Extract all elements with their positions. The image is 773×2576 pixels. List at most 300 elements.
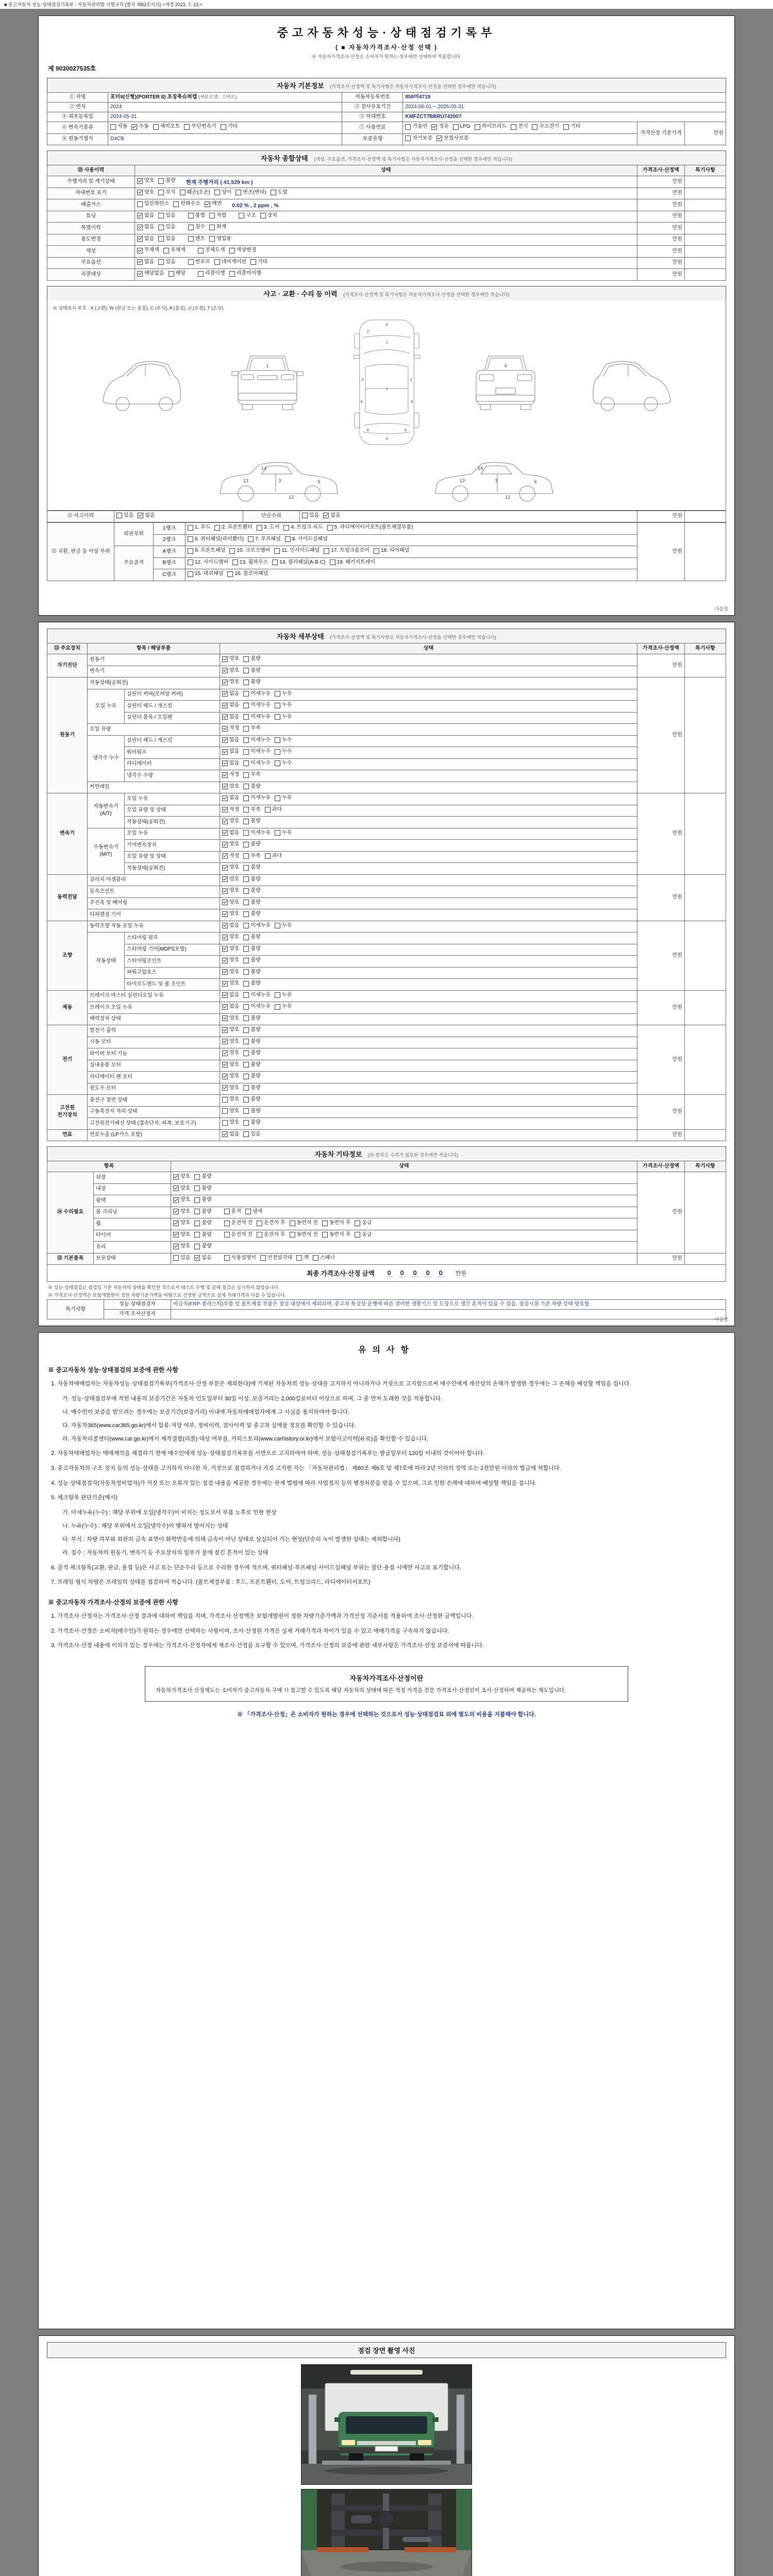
checkbox-box[interactable] <box>222 853 228 859</box>
checkbox-box[interactable] <box>243 1015 249 1021</box>
checkbox-box[interactable] <box>236 190 241 195</box>
checkbox-box[interactable] <box>173 201 179 207</box>
checkbox-option[interactable] <box>260 212 277 219</box>
checkbox-box[interactable] <box>194 1232 200 1238</box>
checkbox-box[interactable] <box>180 190 186 195</box>
checkbox-box[interactable] <box>222 691 228 697</box>
checkbox-box[interactable] <box>137 178 143 184</box>
checkbox-box[interactable] <box>243 737 249 743</box>
checkbox-box[interactable] <box>198 248 204 253</box>
checkbox-box[interactable] <box>224 1255 230 1261</box>
checkbox-option[interactable] <box>131 123 148 130</box>
checkbox-option[interactable] <box>431 123 448 130</box>
checkbox-option[interactable] <box>245 1208 262 1215</box>
checkbox-box[interactable] <box>222 703 228 708</box>
checkbox-option[interactable] <box>163 247 186 254</box>
checkbox-option[interactable] <box>222 655 239 663</box>
checkbox-option[interactable] <box>222 1131 239 1138</box>
checkbox-box[interactable] <box>209 213 215 218</box>
checkbox-option[interactable] <box>137 259 154 266</box>
checkbox-box[interactable] <box>138 513 143 518</box>
checkbox-box[interactable] <box>194 1221 200 1226</box>
checkbox-option[interactable] <box>222 957 239 964</box>
checkbox-option[interactable] <box>222 667 239 674</box>
checkbox-box[interactable] <box>243 935 249 940</box>
checkbox-option[interactable] <box>222 702 239 709</box>
checkbox-option[interactable] <box>209 224 226 231</box>
checkbox-box[interactable] <box>274 548 280 554</box>
checkbox-box[interactable] <box>194 1197 200 1203</box>
checkbox-box[interactable] <box>229 548 235 554</box>
checkbox-box[interactable] <box>188 560 193 565</box>
checkbox-option[interactable] <box>405 135 432 142</box>
checkbox-option[interactable] <box>224 1231 253 1239</box>
checkbox-box[interactable] <box>222 923 228 928</box>
checkbox-box[interactable] <box>222 842 228 848</box>
checkbox-box[interactable] <box>511 124 516 130</box>
checkbox-option[interactable] <box>274 547 320 554</box>
checkbox-option[interactable] <box>194 1185 211 1192</box>
checkbox-option[interactable] <box>243 1015 260 1022</box>
checkbox-option[interactable] <box>243 1131 260 1138</box>
checkbox-box[interactable] <box>222 1039 228 1044</box>
checkbox-option[interactable] <box>173 1208 190 1215</box>
checkbox-option[interactable] <box>194 1255 211 1262</box>
checkbox-option[interactable] <box>243 1038 260 1045</box>
checkbox-box[interactable] <box>137 259 143 265</box>
checkbox-option[interactable] <box>188 212 205 219</box>
checkbox-box[interactable] <box>475 124 480 130</box>
checkbox-box[interactable] <box>224 1209 230 1214</box>
checkbox-box[interactable] <box>158 190 164 195</box>
checkbox-option[interactable] <box>243 1119 260 1126</box>
checkbox-option[interactable] <box>188 224 205 231</box>
checkbox-box[interactable] <box>243 714 249 720</box>
checkbox-box[interactable] <box>532 124 537 130</box>
checkbox-box[interactable] <box>260 1255 266 1261</box>
checkbox-box[interactable] <box>222 911 228 917</box>
checkbox-box[interactable] <box>194 1185 200 1191</box>
checkbox-box[interactable] <box>214 259 220 265</box>
checkbox-option[interactable] <box>209 212 226 219</box>
checkbox-option[interactable] <box>243 714 271 721</box>
checkbox-box[interactable] <box>173 1185 179 1191</box>
checkbox-box[interactable] <box>222 900 228 905</box>
checkbox-box[interactable] <box>436 135 442 141</box>
checkbox-box[interactable] <box>222 1062 228 1067</box>
checkbox-option[interactable] <box>243 806 260 814</box>
checkbox-box[interactable] <box>275 923 280 928</box>
checkbox-option[interactable] <box>243 737 271 744</box>
checkbox-option[interactable] <box>243 887 260 894</box>
checkbox-box[interactable] <box>243 981 249 987</box>
checkbox-box[interactable] <box>243 842 249 848</box>
checkbox-option[interactable] <box>275 714 292 721</box>
checkbox-box[interactable] <box>137 236 143 242</box>
checkbox-option[interactable] <box>222 806 239 814</box>
checkbox-option[interactable] <box>265 806 282 814</box>
checkbox-option[interactable] <box>511 123 528 130</box>
checkbox-option[interactable] <box>405 123 427 130</box>
checkbox-option[interactable] <box>214 259 246 266</box>
checkbox-box[interactable] <box>222 807 228 812</box>
checkbox-option[interactable] <box>271 189 288 196</box>
checkbox-option[interactable] <box>222 690 239 698</box>
checkbox-box[interactable] <box>453 124 459 130</box>
checkbox-box[interactable] <box>188 213 194 218</box>
checkbox-box[interactable] <box>214 190 220 195</box>
checkbox-option[interactable] <box>194 1243 211 1250</box>
checkbox-box[interactable] <box>272 560 278 565</box>
checkbox-box[interactable] <box>222 726 228 732</box>
checkbox-option[interactable] <box>158 189 175 196</box>
checkbox-box[interactable] <box>173 1221 179 1226</box>
checkbox-option[interactable] <box>188 559 228 566</box>
checkbox-option[interactable] <box>232 559 268 566</box>
checkbox-box[interactable] <box>137 201 143 207</box>
checkbox-option[interactable] <box>243 957 260 964</box>
checkbox-option[interactable] <box>327 524 413 531</box>
checkbox-option[interactable] <box>158 212 175 219</box>
checkbox-option[interactable] <box>243 1073 260 1080</box>
checkbox-option[interactable] <box>243 876 260 883</box>
checkbox-box[interactable] <box>222 865 228 871</box>
checkbox-option[interactable] <box>265 853 282 860</box>
checkbox-box[interactable] <box>222 714 228 720</box>
checkbox-box[interactable] <box>222 749 228 755</box>
checkbox-box[interactable] <box>188 536 193 542</box>
checkbox-box[interactable] <box>243 1085 249 1091</box>
checkbox-box[interactable] <box>229 248 235 253</box>
checkbox-box[interactable] <box>275 795 280 801</box>
checkbox-option[interactable] <box>243 1026 260 1033</box>
checkbox-box[interactable] <box>275 749 280 755</box>
checkbox-box[interactable] <box>158 236 164 242</box>
checkbox-option[interactable] <box>137 247 159 254</box>
checkbox-option[interactable] <box>475 123 507 130</box>
checkbox-option[interactable] <box>188 235 205 243</box>
checkbox-option[interactable] <box>184 123 216 130</box>
checkbox-box[interactable] <box>198 271 204 277</box>
checkbox-box[interactable] <box>243 656 249 662</box>
checkbox-box[interactable] <box>222 737 228 743</box>
checkbox-option[interactable] <box>243 818 260 825</box>
checkbox-box[interactable] <box>222 680 228 685</box>
checkbox-option[interactable] <box>194 1231 211 1239</box>
checkbox-box[interactable] <box>153 124 159 130</box>
checkbox-box[interactable] <box>243 946 249 952</box>
checkbox-box[interactable] <box>243 1074 249 1079</box>
checkbox-option[interactable] <box>257 1231 285 1239</box>
checkbox-box[interactable] <box>283 525 289 531</box>
checkbox-box[interactable] <box>222 1120 228 1126</box>
checkbox-option[interactable] <box>222 841 239 848</box>
checkbox-option[interactable] <box>257 524 279 531</box>
checkbox-option[interactable] <box>239 212 256 219</box>
checkbox-box[interactable] <box>227 571 233 577</box>
checkbox-option[interactable] <box>188 524 210 531</box>
checkbox-option[interactable] <box>158 177 175 184</box>
checkbox-option[interactable] <box>248 536 281 543</box>
checkbox-option[interactable] <box>323 512 340 519</box>
checkbox-option[interactable] <box>302 512 319 519</box>
checkbox-option[interactable] <box>138 512 155 519</box>
checkbox-option[interactable] <box>137 189 154 196</box>
checkbox-option[interactable] <box>222 1038 239 1045</box>
checkbox-option[interactable] <box>243 1108 260 1115</box>
checkbox-box[interactable] <box>222 1027 228 1033</box>
checkbox-option[interactable] <box>243 1003 271 1010</box>
checkbox-option[interactable] <box>205 200 222 208</box>
checkbox-option[interactable] <box>222 876 239 883</box>
checkbox-box[interactable] <box>222 1050 228 1056</box>
checkbox-option[interactable] <box>243 922 271 929</box>
checkbox-option[interactable] <box>222 748 239 755</box>
checkbox-box[interactable] <box>222 784 228 789</box>
checkbox-box[interactable] <box>163 248 169 253</box>
checkbox-box[interactable] <box>275 691 280 697</box>
checkbox-option[interactable] <box>222 725 239 732</box>
checkbox-option[interactable] <box>173 1219 190 1227</box>
checkbox-option[interactable] <box>243 980 260 987</box>
checkbox-box[interactable] <box>265 853 271 859</box>
checkbox-box[interactable] <box>275 714 280 720</box>
checkbox-option[interactable] <box>236 189 266 196</box>
checkbox-box[interactable] <box>137 190 143 195</box>
checkbox-option[interactable] <box>275 992 292 999</box>
checkbox-box[interactable] <box>243 749 249 755</box>
checkbox-box[interactable] <box>243 911 249 917</box>
checkbox-box[interactable] <box>243 1050 249 1056</box>
checkbox-option[interactable] <box>180 189 210 196</box>
checkbox-box[interactable] <box>243 900 249 905</box>
checkbox-option[interactable] <box>209 235 231 243</box>
checkbox-box[interactable] <box>290 1221 295 1226</box>
checkbox-option[interactable] <box>283 524 323 531</box>
checkbox-option[interactable] <box>222 1003 239 1010</box>
checkbox-box[interactable] <box>260 213 266 218</box>
checkbox-box[interactable] <box>290 1232 295 1238</box>
checkbox-box[interactable] <box>327 525 333 531</box>
checkbox-option[interactable] <box>173 1196 190 1204</box>
checkbox-option[interactable] <box>194 1173 211 1180</box>
checkbox-box[interactable] <box>243 1120 249 1126</box>
checkbox-option[interactable] <box>290 1219 318 1227</box>
checkbox-option[interactable] <box>563 123 580 130</box>
checkbox-box[interactable] <box>214 525 220 531</box>
checkbox-option[interactable] <box>243 783 260 790</box>
checkbox-option[interactable] <box>173 1243 190 1250</box>
checkbox-option[interactable] <box>221 123 238 130</box>
checkbox-box[interactable] <box>243 703 249 708</box>
checkbox-option[interactable] <box>137 177 154 184</box>
checkbox-option[interactable] <box>194 1196 211 1204</box>
checkbox-option[interactable] <box>222 887 239 894</box>
checkbox-box[interactable] <box>188 548 193 554</box>
checkbox-box[interactable] <box>194 1244 200 1249</box>
checkbox-box[interactable] <box>194 1255 200 1261</box>
checkbox-box[interactable] <box>137 248 143 253</box>
checkbox-box[interactable] <box>222 760 228 766</box>
checkbox-box[interactable] <box>243 830 249 836</box>
checkbox-option[interactable] <box>275 737 292 744</box>
checkbox-box[interactable] <box>313 1255 318 1261</box>
checkbox-box[interactable] <box>563 124 569 130</box>
checkbox-box[interactable] <box>243 1027 249 1033</box>
checkbox-option[interactable] <box>222 922 239 929</box>
checkbox-option[interactable] <box>188 570 223 578</box>
checkbox-option[interactable] <box>222 1119 239 1126</box>
checkbox-box[interactable] <box>243 1004 249 1010</box>
checkbox-option[interactable] <box>158 259 175 266</box>
checkbox-option[interactable] <box>243 1049 260 1057</box>
checkbox-box[interactable] <box>137 271 143 277</box>
checkbox-box[interactable] <box>188 525 193 531</box>
checkbox-box[interactable] <box>224 1232 230 1238</box>
checkbox-box[interactable] <box>222 1108 228 1114</box>
checkbox-option[interactable] <box>322 1231 350 1239</box>
checkbox-option[interactable] <box>229 247 257 254</box>
checkbox-box[interactable] <box>243 1062 249 1067</box>
checkbox-option[interactable] <box>222 679 239 686</box>
checkbox-option[interactable] <box>222 980 239 987</box>
checkbox-box[interactable] <box>173 1174 179 1180</box>
checkbox-box[interactable] <box>188 236 194 242</box>
checkbox-option[interactable] <box>436 135 468 142</box>
checkbox-box[interactable] <box>222 1085 228 1091</box>
checkbox-option[interactable] <box>222 1049 239 1057</box>
checkbox-option[interactable] <box>275 794 292 802</box>
checkbox-option[interactable] <box>243 702 271 709</box>
checkbox-option[interactable] <box>243 910 260 918</box>
checkbox-box[interactable] <box>222 1097 228 1103</box>
checkbox-option[interactable] <box>243 748 271 755</box>
checkbox-option[interactable] <box>243 760 271 767</box>
checkbox-option[interactable] <box>322 1219 350 1227</box>
checkbox-option[interactable] <box>250 259 267 266</box>
checkbox-box[interactable] <box>158 213 164 218</box>
checkbox-option[interactable] <box>243 829 271 837</box>
checkbox-option[interactable] <box>222 794 239 802</box>
checkbox-box[interactable] <box>222 1074 228 1079</box>
checkbox-option[interactable] <box>137 212 154 219</box>
checkbox-option[interactable] <box>243 945 260 953</box>
checkbox-option[interactable] <box>222 829 239 837</box>
checkbox-option[interactable] <box>243 992 271 999</box>
checkbox-option[interactable] <box>532 123 559 130</box>
checkbox-option[interactable] <box>222 853 239 860</box>
checkbox-option[interactable] <box>222 737 239 744</box>
checkbox-box[interactable] <box>248 536 254 542</box>
checkbox-box[interactable] <box>188 571 193 577</box>
checkbox-box[interactable] <box>131 124 137 130</box>
checkbox-box[interactable] <box>405 124 411 130</box>
checkbox-box[interactable] <box>243 1039 249 1044</box>
checkbox-box[interactable] <box>243 992 249 998</box>
checkbox-option[interactable] <box>222 1015 239 1022</box>
checkbox-box[interactable] <box>243 668 249 673</box>
checkbox-box[interactable] <box>243 853 249 859</box>
checkbox-option[interactable] <box>243 679 260 686</box>
checkbox-option[interactable] <box>243 1061 260 1069</box>
checkbox-option[interactable] <box>275 760 292 767</box>
checkbox-box[interactable] <box>222 1131 228 1137</box>
checkbox-box[interactable] <box>243 923 249 928</box>
checkbox-option[interactable] <box>243 667 260 674</box>
checkbox-box[interactable] <box>275 1004 280 1010</box>
checkbox-box[interactable] <box>222 1015 228 1021</box>
checkbox-box[interactable] <box>222 981 228 987</box>
checkbox-option[interactable] <box>188 547 225 554</box>
checkbox-box[interactable] <box>323 513 329 518</box>
checkbox-option[interactable] <box>222 1084 239 1092</box>
checkbox-box[interactable] <box>257 1221 262 1226</box>
checkbox-box[interactable] <box>275 737 280 743</box>
checkbox-option[interactable] <box>173 200 200 208</box>
checkbox-box[interactable] <box>110 124 116 130</box>
checkbox-box[interactable] <box>243 1108 249 1114</box>
checkbox-box[interactable] <box>221 124 226 130</box>
checkbox-box[interactable] <box>224 1221 230 1226</box>
checkbox-option[interactable] <box>313 1255 335 1262</box>
checkbox-option[interactable] <box>173 1231 190 1239</box>
checkbox-box[interactable] <box>324 548 329 554</box>
checkbox-box[interactable] <box>243 1097 249 1103</box>
checkbox-box[interactable] <box>322 1221 328 1226</box>
checkbox-box[interactable] <box>222 888 228 894</box>
checkbox-box[interactable] <box>158 178 164 184</box>
checkbox-option[interactable] <box>355 1219 372 1227</box>
checkbox-option[interactable] <box>222 1026 239 1033</box>
checkbox-option[interactable] <box>158 235 175 243</box>
checkbox-box[interactable] <box>158 225 164 230</box>
checkbox-option[interactable] <box>198 270 225 277</box>
checkbox-box[interactable] <box>232 560 238 565</box>
checkbox-box[interactable] <box>222 1004 228 1010</box>
checkbox-box[interactable] <box>222 876 228 882</box>
checkbox-box[interactable] <box>374 548 379 554</box>
checkbox-box[interactable] <box>275 703 280 708</box>
checkbox-option[interactable] <box>243 725 260 732</box>
checkbox-option[interactable] <box>260 1255 292 1262</box>
checkbox-option[interactable] <box>275 690 292 698</box>
checkbox-box[interactable] <box>322 1232 328 1238</box>
checkbox-box[interactable] <box>222 819 228 824</box>
checkbox-box[interactable] <box>222 958 228 963</box>
checkbox-box[interactable] <box>257 525 262 531</box>
checkbox-option[interactable] <box>158 224 175 231</box>
checkbox-option[interactable] <box>137 200 169 208</box>
checkbox-box[interactable] <box>257 1232 262 1238</box>
checkbox-option[interactable] <box>243 864 260 871</box>
checkbox-option[interactable] <box>194 1219 211 1227</box>
checkbox-box[interactable] <box>222 656 228 662</box>
checkbox-option[interactable] <box>222 1061 239 1069</box>
checkbox-box[interactable] <box>243 680 249 685</box>
checkbox-option[interactable] <box>229 270 261 277</box>
checkbox-option[interactable] <box>222 864 239 871</box>
checkbox-box[interactable] <box>116 513 122 518</box>
checkbox-box[interactable] <box>173 1255 179 1261</box>
checkbox-option[interactable] <box>116 512 133 519</box>
checkbox-box[interactable] <box>243 865 249 871</box>
checkbox-box[interactable] <box>431 124 437 130</box>
checkbox-option[interactable] <box>330 559 376 566</box>
checkbox-option[interactable] <box>222 1096 239 1103</box>
checkbox-box[interactable] <box>405 135 411 141</box>
checkbox-option[interactable] <box>110 123 127 130</box>
checkbox-option[interactable] <box>222 992 239 999</box>
